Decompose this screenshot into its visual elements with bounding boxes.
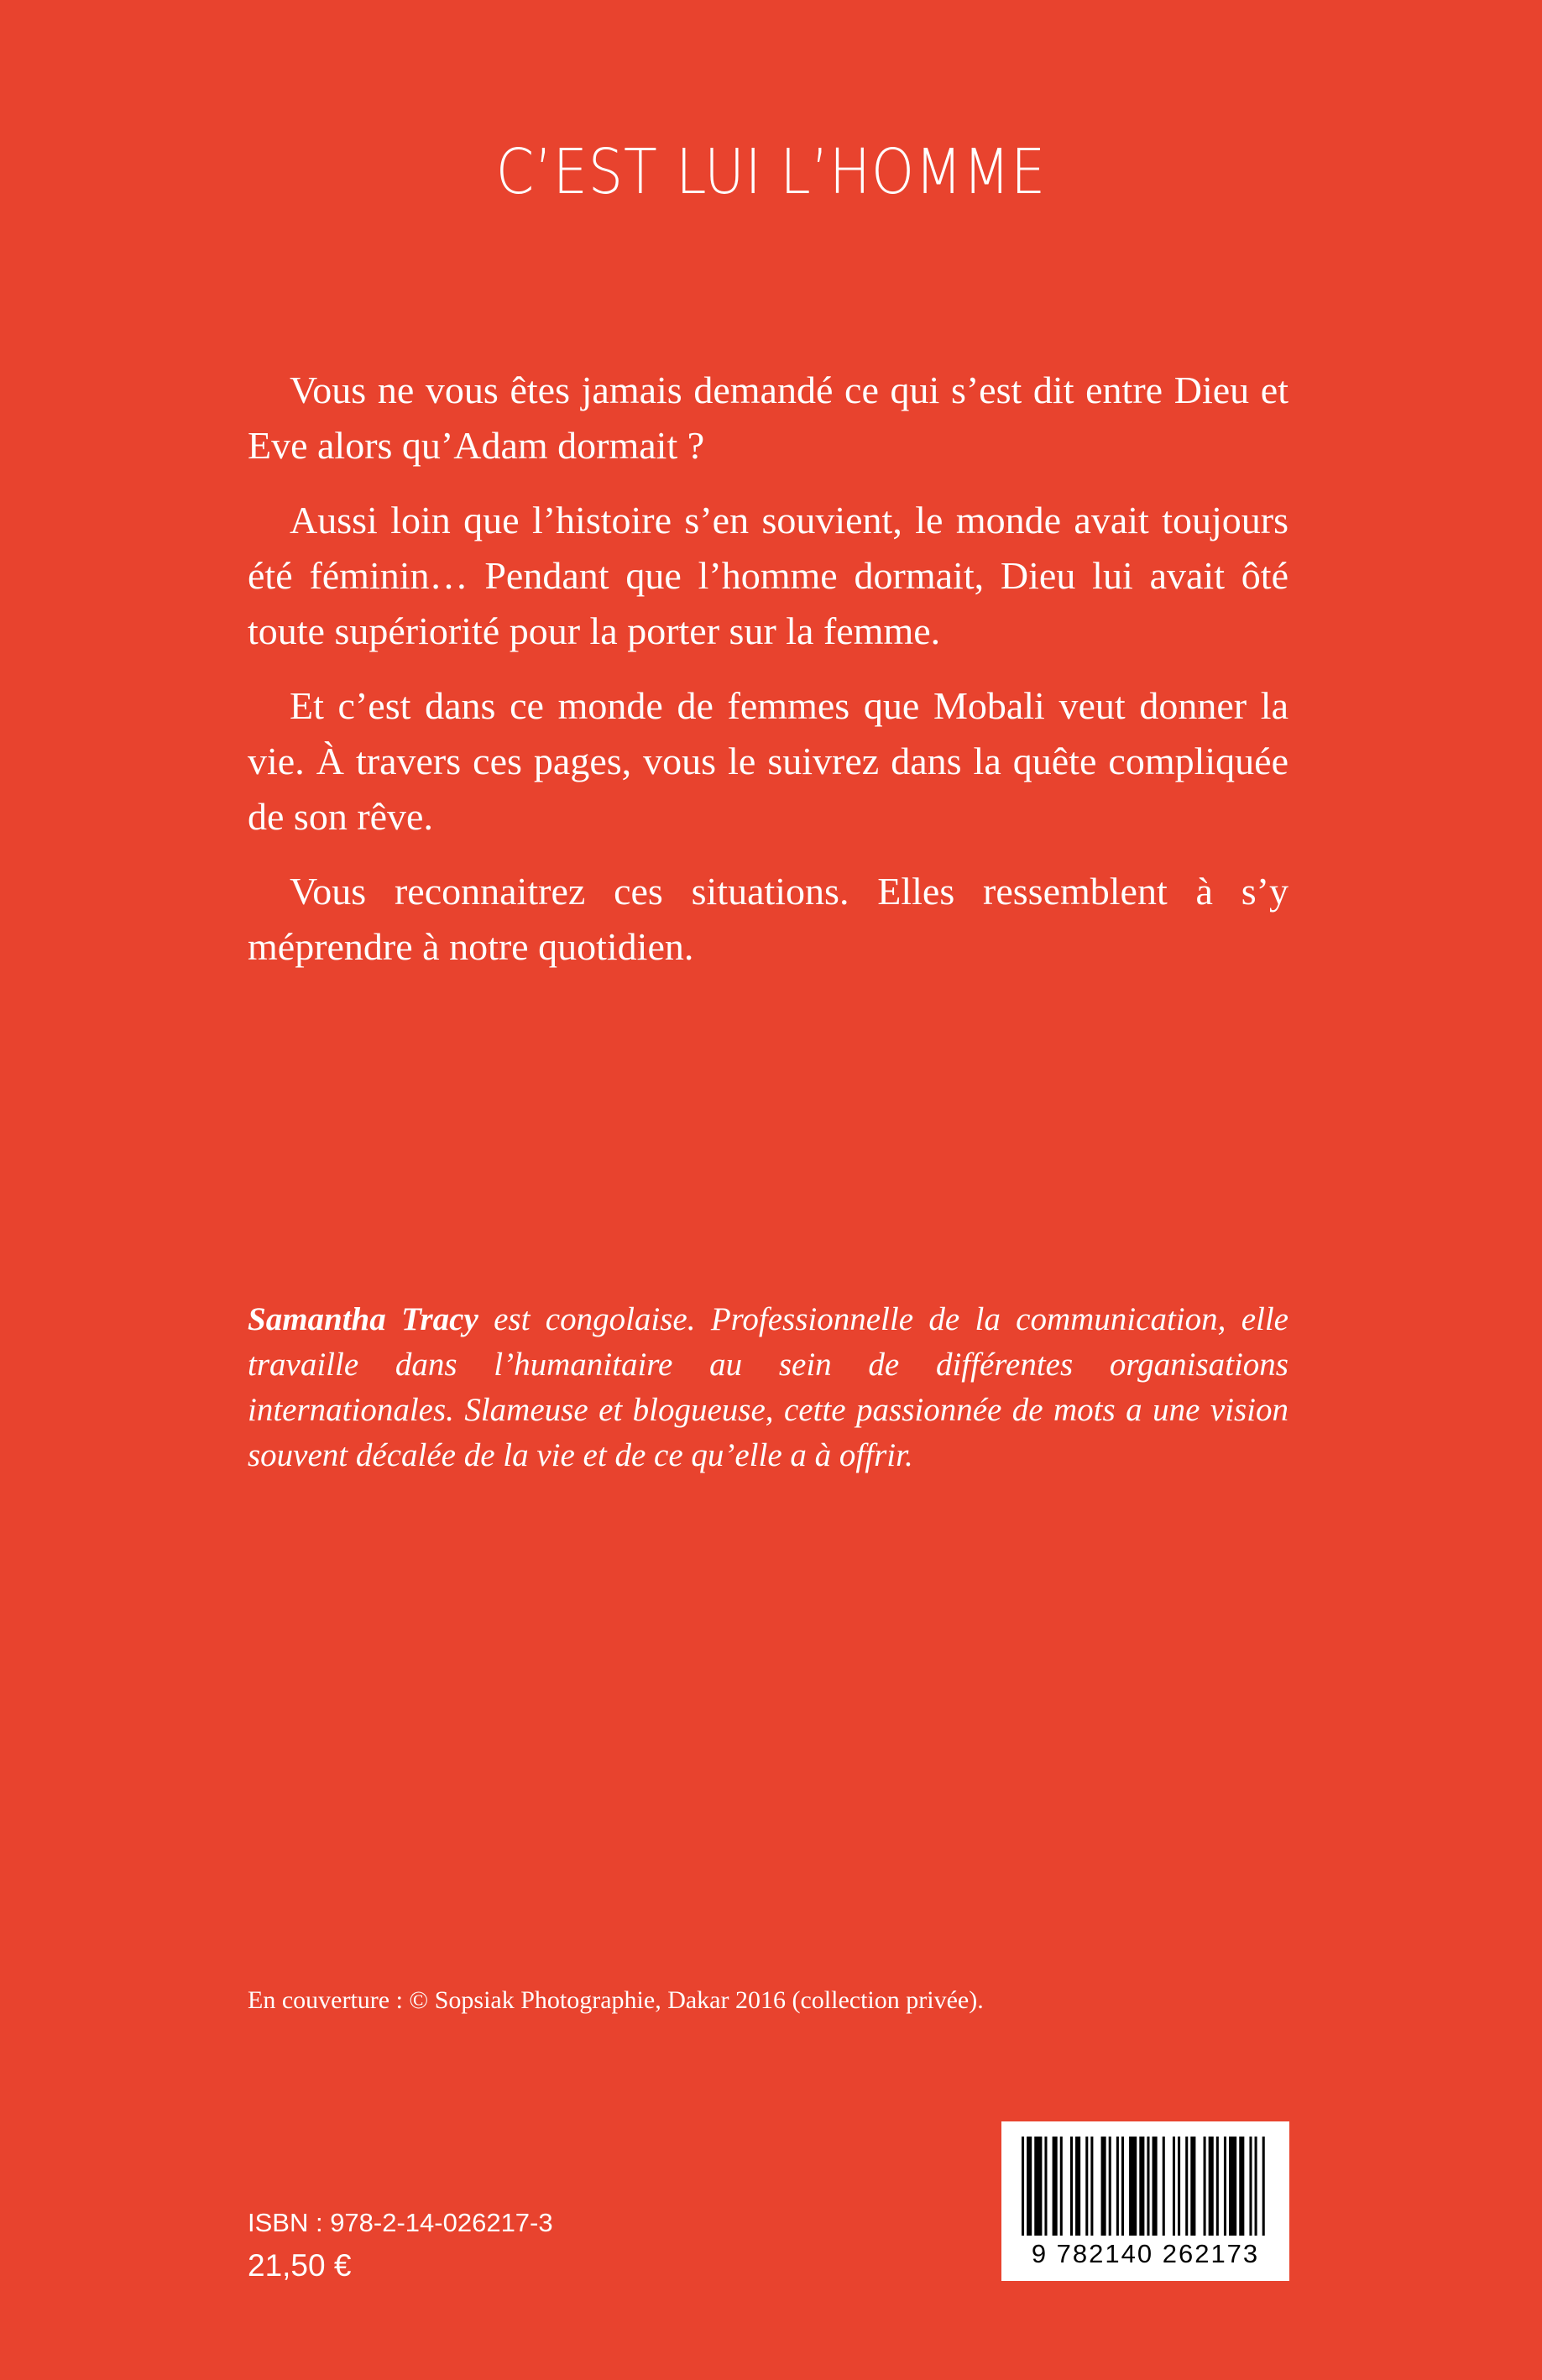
barcode-bar bbox=[1249, 2137, 1252, 2236]
barcode bbox=[1001, 2121, 1289, 2281]
author-bio bbox=[248, 1297, 1288, 1478]
barcode-digits: 9 782140 262173 bbox=[1031, 2239, 1260, 2268]
barcode-bar bbox=[1229, 2137, 1236, 2236]
price: 21,50 € bbox=[248, 2248, 352, 2283]
barcode-bar bbox=[1129, 2137, 1137, 2236]
barcode-bar bbox=[1116, 2137, 1119, 2236]
author-name: Samantha Tracy bbox=[248, 1301, 478, 1337]
barcode-bar bbox=[1060, 2137, 1063, 2236]
barcode-bar bbox=[1139, 2137, 1144, 2236]
blurb bbox=[248, 363, 1288, 994]
barcode-bar bbox=[1173, 2137, 1175, 2236]
barcode-bar bbox=[1185, 2137, 1188, 2236]
barcode-bar bbox=[1101, 2137, 1106, 2236]
barcode-bar bbox=[1209, 2137, 1214, 2236]
barcode-bar bbox=[1121, 2137, 1124, 2236]
author-bio-text: est congolaise. Professionnelle de la communication, elle travaille dans l’humanitaire au sein de différentes organisations internationales. Slameuse et blogueuse, cette passionnée de mots a une vision souvent décalée de la vie et de ce qu’elle a à offrir. bbox=[248, 1301, 1288, 1473]
barcode-bar bbox=[1053, 2137, 1058, 2236]
barcode-bar bbox=[1255, 2137, 1257, 2236]
book-title: C’EST LUI L’HOMME bbox=[495, 136, 1047, 208]
barcode-bar bbox=[1022, 2137, 1024, 2236]
blurb-paragraph: Vous reconnaitrez ces situations. Elles ressemblent à s’y méprendre à notre quotidien. bbox=[248, 870, 1288, 968]
barcode-bar bbox=[1109, 2137, 1111, 2236]
barcode-bar bbox=[1153, 2137, 1158, 2236]
barcode-bar bbox=[1070, 2137, 1073, 2236]
barcode-bar bbox=[1090, 2137, 1093, 2236]
barcode-bar bbox=[1075, 2137, 1080, 2236]
barcode-bar bbox=[1163, 2137, 1165, 2236]
barcode-bar bbox=[1085, 2137, 1088, 2236]
blurb-paragraph: Et c’est dans ce monde de femmes que Mobali veut donner la vie. À travers ces pages, vous le suivrez dans la quête compliquée de son rêve. bbox=[248, 684, 1288, 838]
barcode-bar bbox=[1262, 2137, 1265, 2236]
barcode-bar bbox=[1239, 2137, 1244, 2236]
cover-credit: En couverture : © Sopsiak Photographie, Dakar 2016 (collection privée). bbox=[248, 1986, 984, 2014]
barcode-bar bbox=[1224, 2137, 1226, 2236]
barcode-bar bbox=[1204, 2137, 1206, 2236]
blurb-paragraph: Aussi loin que l’histoire s’en souvient, le monde avait toujours été féminin… Pendant que l’homme dormait, Dieu lui avait ôté toute supériorité pour la porter sur la femme. bbox=[248, 499, 1288, 652]
barcode-bar bbox=[1190, 2137, 1195, 2236]
barcode-bar bbox=[1147, 2137, 1149, 2236]
isbn: ISBN : 978-2-14-026217-3 bbox=[248, 2208, 553, 2237]
barcode-bar bbox=[1027, 2137, 1032, 2236]
barcode-bar bbox=[1044, 2137, 1047, 2236]
blurb-paragraph: Vous ne vous êtes jamais demandé ce qui s’est dit entre Dieu et Eve alors qu’Adam dormait ? bbox=[248, 369, 1288, 467]
barcode-bar bbox=[1216, 2137, 1219, 2236]
barcode-bar bbox=[1034, 2137, 1042, 2236]
barcode-bar bbox=[1178, 2137, 1180, 2236]
